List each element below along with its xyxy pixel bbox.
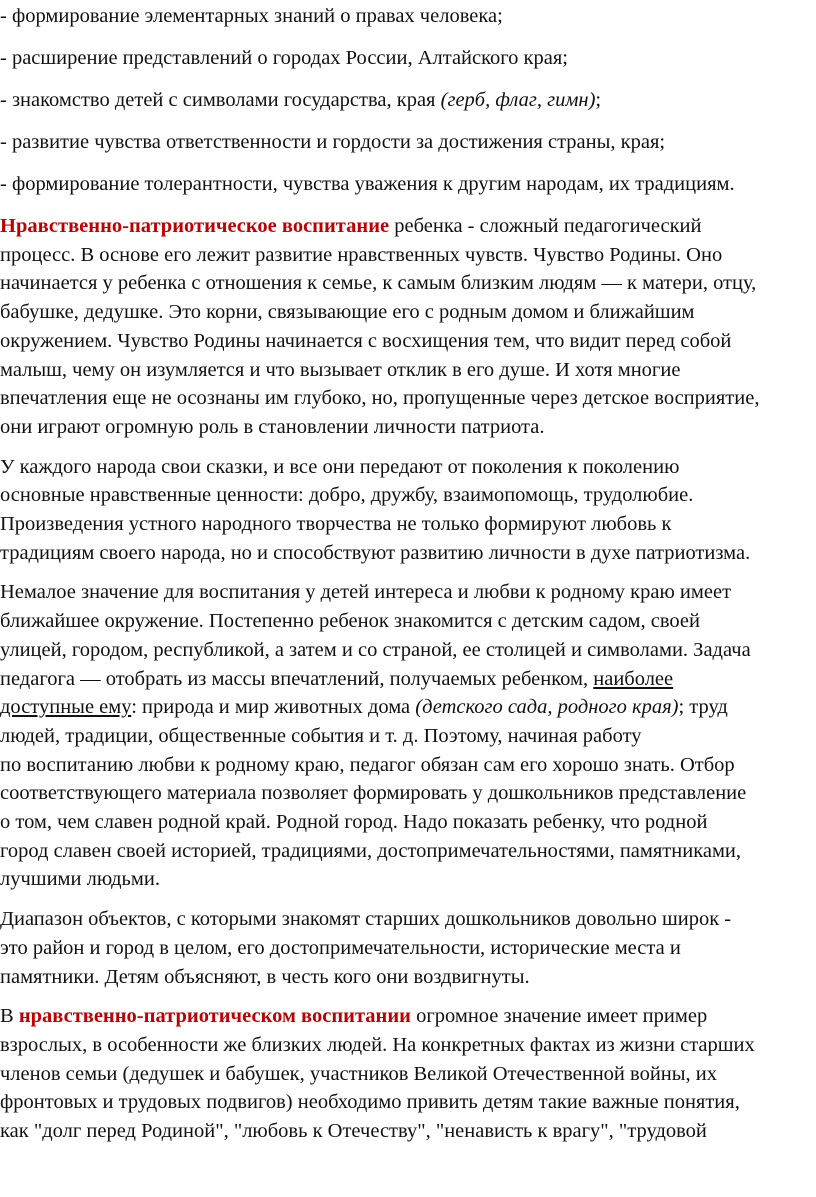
paragraph-native-land [0, 578, 812, 894]
text-line: соответствующего материала позволяет формировать у дошкольников представление [0, 782, 747, 805]
text-line: бабушке, дедушке. Это корни, связывающие его с родным домом и ближайшим [0, 301, 695, 324]
text-line: город славен своей историей, традициями, достопримечательностями, памятниками, [0, 839, 742, 862]
text-line: это район и город в целом, его достопримечательности, исторические места и [0, 936, 681, 959]
list-item-text: - знакомство детей с символами государства, края [0, 89, 441, 111]
paragraph-fairy-tales [0, 453, 812, 568]
text-line: окружением. Чувство Родины начинается с восхищения тем, что видит перед собой [0, 329, 732, 352]
highlight-term: нравственно-патриотическом воспитании [18, 1005, 411, 1028]
text-line: процесс. В основе его лежит развитие нравственных чувств. Чувство Родины. Оно [0, 243, 723, 266]
list-item-text: - формирование элементарных знаний о правах человека; [0, 5, 503, 27]
list-item [0, 2, 812, 31]
text-line: В [0, 1005, 19, 1028]
underlined-phrase: доступные ему [0, 696, 132, 719]
text-line: памятники. Детям объясняют, в честь кого они воздвигнуты. [0, 965, 530, 988]
text-line: впечатления еще не осознаны им глубоко, но, пропущенные через детское восприятие, [0, 387, 760, 410]
italic-note: (детского сада, родного края) [415, 696, 679, 719]
list-item [0, 44, 812, 73]
text-line: ближайшее окружение. Постепенно ребенок знакомится с детским садом, своей [0, 610, 700, 633]
list-item [0, 86, 812, 115]
text-line: Немалое значение для воспитания у детей интереса и любви к родному краю имеет [0, 581, 732, 604]
list-item-text: - развитие чувства ответственности и гордости за достижения страны, края; [0, 131, 666, 153]
text-line: людей, традиции, общественные события и т. д. Поэтому, начиная работу [0, 724, 642, 747]
text-line: традициям своего народа, но и способствуют развитию личности в духе патриотизма. [0, 541, 751, 564]
text-line: они играют огромную роль в становлении личности патриота. [0, 415, 545, 438]
list-item [0, 128, 812, 157]
paragraph-objects-range [0, 905, 812, 991]
paragraph-moral-patriotic [0, 212, 812, 442]
text-line: У каждого народа свои сказки, и все они передают от поколения к поколению [0, 455, 680, 478]
list-item-text: - формирование толерантности, чувства уважения к другим народам, их традициям. [0, 173, 735, 195]
highlight-term: Нравственно-патриотическое воспитание [0, 215, 390, 237]
text-line: малыш, чему он изумляется и что вызывает отклик в его душе. И хотя многие [0, 358, 681, 381]
text-line: фронтовых и трудовых подвигов) необходимо привить детям такие важные понятия, [0, 1091, 740, 1114]
text-line: о том, чем славен родной край. Родной город. Надо показать ребенку, что родной [0, 811, 708, 834]
text-line: взрослых, в особенности же близких людей. На конкретных фактах из жизни старших [0, 1033, 755, 1056]
list-item [0, 170, 812, 199]
list-item-text: ; [595, 89, 602, 111]
text-line: Произведения устного народного творчества не только формируют любовь к [0, 513, 672, 536]
underlined-phrase: наиболее [593, 667, 674, 690]
text-line: членов семьи (дедушек и бабушек, участников Великой Отечественной войны, их [0, 1062, 717, 1085]
text-line: начинается у ребенка с отношения к семье, к самым близким людям — к матери, отцу, [0, 272, 757, 295]
text-line: Диапазон объектов, с которыми знакомят старших дошкольников довольно широк - [0, 908, 732, 931]
text-line: : природа и мир животных дома [131, 696, 416, 719]
text-line: по воспитанию любви к родному краю, педагог обязан сам его хорошо знать. Отбор [0, 753, 735, 776]
goals-list [0, 2, 812, 199]
symbols-note: (герб, флаг, гимн) [440, 89, 596, 111]
text-line: как "долг перед Родиной", "любовь к Отечеству", "ненависть к врагу", "трудовой [0, 1120, 707, 1143]
text-line: улицей, городом, республикой, а затем и со страной, ее столицей и символами. Задача [0, 638, 751, 661]
text-line: лучшими людьми. [0, 868, 160, 891]
text-line: ; труд [678, 696, 728, 719]
text-line: ребенка - сложный педагогический [389, 215, 702, 237]
paragraph-adult-example [0, 1002, 812, 1146]
text-line: огромное значение имеет пример [410, 1005, 708, 1028]
text-line: основные нравственные ценности: добро, дружбу, взаимопомощь, трудолюбие. [0, 484, 694, 507]
text-line: педагога — отобрать из массы впечатлений, получаемых ребенком, [0, 667, 594, 690]
list-item-text: - расширение представлений о городах России, Алтайского края; [0, 47, 568, 69]
